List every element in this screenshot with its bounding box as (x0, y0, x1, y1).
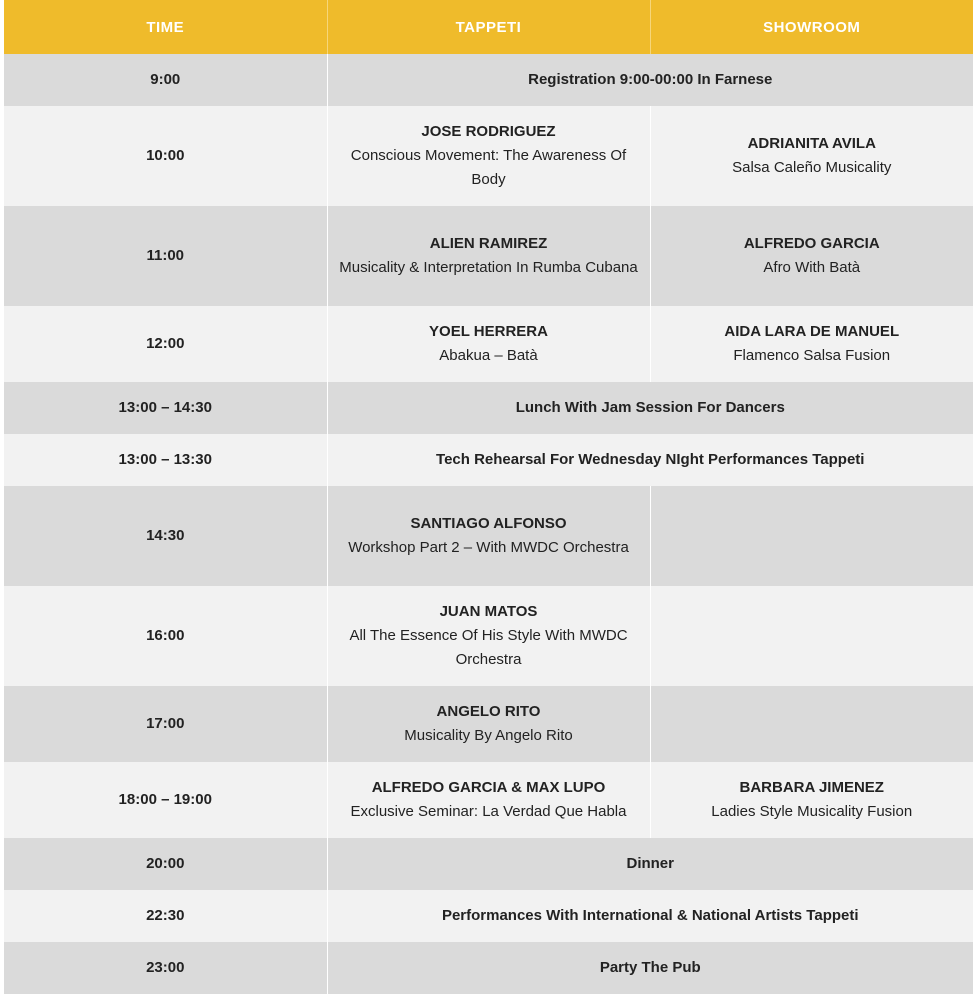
header-time: TIME (4, 0, 327, 54)
table-row (4, 942, 973, 994)
time-cell: 17:00 (4, 686, 327, 762)
tappeti-cell (327, 306, 650, 382)
time-cell: 9:00 (4, 54, 327, 106)
time-cell: 18:00 – 19:00 (4, 762, 327, 838)
class-title: Ladies Style Musicality Fusion (711, 803, 913, 820)
time-cell: 23:00 (4, 942, 327, 994)
instructor-name: ALFREDO GARCIA (743, 235, 880, 252)
instructor-name: ALFREDO GARCIA & MAX LUPO (371, 779, 606, 796)
class-title: Conscious Movement: The Awareness Of Body (350, 147, 627, 188)
class-title: All The Essence Of His Style With MWDC Orchestra (349, 627, 628, 668)
time-cell: 10:00 (4, 106, 327, 206)
table-row (4, 382, 973, 434)
time-cell: 22:30 (4, 890, 327, 942)
instructor-name: ADRIANITA AVILA (747, 135, 876, 152)
class-title: Afro With Batà (763, 259, 861, 276)
showroom-cell (650, 486, 973, 586)
table-row (4, 686, 973, 762)
class-title: Musicality By Angelo Rito (404, 727, 573, 744)
class-title: Musicality & Interpretation In Rumba Cubana (339, 259, 638, 276)
tappeti-cell (327, 106, 650, 206)
table-row (4, 838, 973, 890)
table-row (4, 586, 973, 686)
instructor-name: ANGELO RITO (436, 703, 541, 720)
tappeti-cell (327, 206, 650, 306)
instructor-name: JOSE RODRIGUEZ (421, 123, 556, 140)
instructor-name: YOEL HERRERA (429, 323, 548, 340)
header-showroom: SHOWROOM (650, 0, 973, 54)
instructor-name: SANTIAGO ALFONSO (410, 515, 567, 532)
showroom-cell (650, 206, 973, 306)
event-cell: Dinner (327, 838, 973, 890)
event-cell: Lunch With Jam Session For Dancers (327, 382, 973, 434)
header-tappeti: TAPPETI (327, 0, 650, 54)
tappeti-cell (327, 486, 650, 586)
time-cell: 16:00 (4, 586, 327, 686)
event-cell: Performances With International & National Artists Tappeti (327, 890, 973, 942)
instructor-name: AIDA LARA DE MANUEL (724, 323, 900, 340)
time-cell: 14:30 (4, 486, 327, 586)
schedule-table (4, 0, 973, 994)
tappeti-cell (327, 762, 650, 838)
showroom-cell (650, 762, 973, 838)
time-cell: 11:00 (4, 206, 327, 306)
table-row (4, 434, 973, 486)
class-title: Salsa Caleño Musicality (732, 159, 892, 176)
table-row (4, 890, 973, 942)
instructor-name: JUAN MATOS (439, 603, 538, 620)
showroom-cell (650, 306, 973, 382)
instructor-name: ALIEN RAMIREZ (429, 235, 548, 252)
table-row (4, 206, 973, 306)
tappeti-cell (327, 586, 650, 686)
time-cell: 20:00 (4, 838, 327, 890)
table-row (4, 306, 973, 382)
class-title: Flamenco Salsa Fusion (733, 347, 891, 364)
showroom-cell (650, 686, 973, 762)
showroom-cell (650, 106, 973, 206)
table-row (4, 486, 973, 586)
table-row (4, 54, 973, 106)
class-title: Workshop Part 2 – With MWDC Orchestra (348, 539, 629, 556)
tappeti-cell (327, 686, 650, 762)
table-row (4, 106, 973, 206)
time-cell: 13:00 – 13:30 (4, 434, 327, 486)
instructor-name: BARBARA JIMENEZ (739, 779, 884, 796)
table-row (4, 762, 973, 838)
time-cell: 13:00 – 14:30 (4, 382, 327, 434)
class-title: Exclusive Seminar: La Verdad Que Habla (350, 803, 627, 820)
event-cell: Registration 9:00-00:00 In Farnese (327, 54, 973, 106)
event-cell: Tech Rehearsal For Wednesday NIght Performances Tappeti (327, 434, 973, 486)
event-cell: Party The Pub (327, 942, 973, 994)
time-cell: 12:00 (4, 306, 327, 382)
header-row (4, 0, 973, 54)
class-title: Abakua – Batà (439, 347, 538, 364)
showroom-cell (650, 586, 973, 686)
